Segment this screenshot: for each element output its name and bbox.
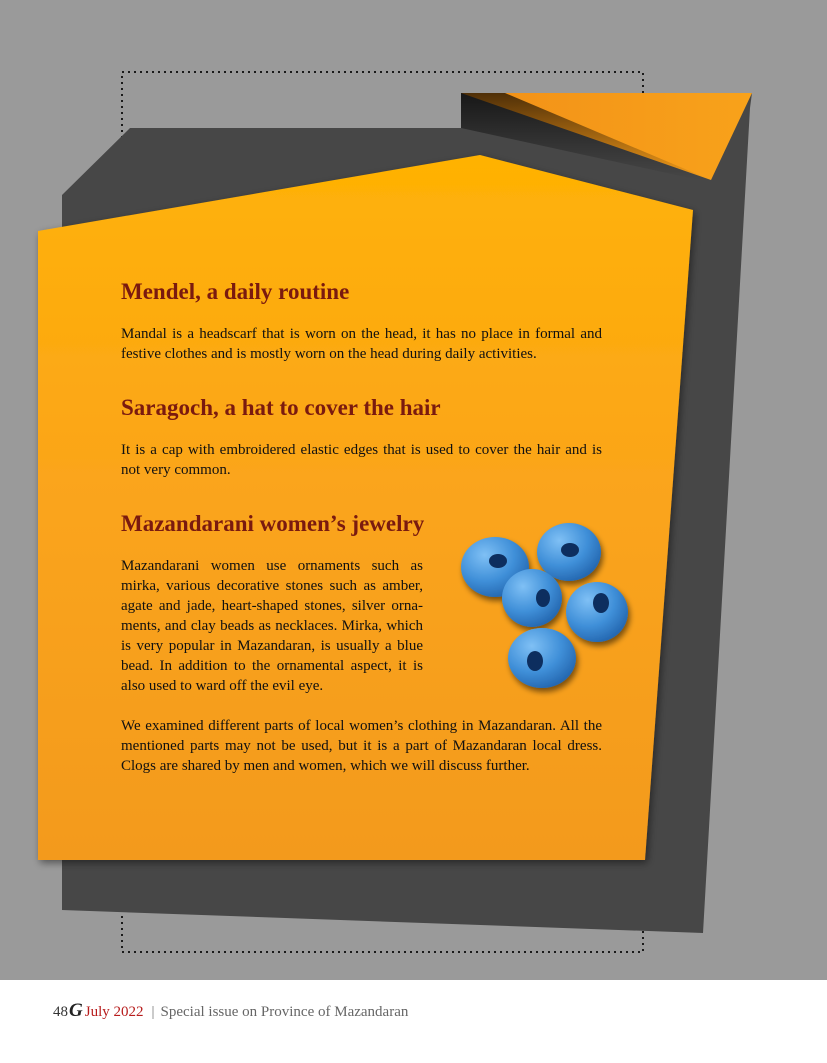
bead xyxy=(502,569,562,627)
text-saragoch: It is a cap with embroidered elastic edges that is used to cover the hair and is not very common. xyxy=(121,442,602,478)
text-conclusion: We examined different parts of local women’s clothing in Mazandaran. All the mentioned parts may not be used, but it is a part of Mazandaran local dress. Clogs are shared by men and women, which we will discuss further. xyxy=(121,718,602,774)
page-number: 48 xyxy=(53,1004,68,1020)
blue-beads-image xyxy=(452,520,637,700)
footer-separator: | xyxy=(151,1004,155,1020)
magazine-logo: G xyxy=(69,1000,83,1021)
bead xyxy=(508,628,576,688)
text-mendel: Mandal is a headscarf that is worn on the head, it has no place in formal and festive clothes and is mostly worn on the head during daily activities. xyxy=(121,326,602,362)
issue-title: Special issue on Province of Mazandaran xyxy=(160,1004,409,1020)
heading-jewelry: Mazandarani women’s jewelry xyxy=(121,511,425,536)
page-footer xyxy=(53,1001,408,1022)
heading-saragoch: Saragoch, a hat to cover the hair xyxy=(121,395,441,420)
issue-date: July 2022 xyxy=(84,1004,144,1020)
bead xyxy=(566,582,628,642)
bead xyxy=(537,523,601,581)
text-jewelry: Mazandarani women use ornaments such as mirka, various decorative stones such as amber, agate and jade, heart-shaped stones, silver ornaments, and clay beads as necklaces. Mirka, which is very popular in Mazandaran, is usually a blue bead. In addition to the ornamental aspect, it is also used to ward off the evil eye. xyxy=(121,558,423,694)
heading-mendel: Mendel, a daily routine xyxy=(121,279,350,304)
